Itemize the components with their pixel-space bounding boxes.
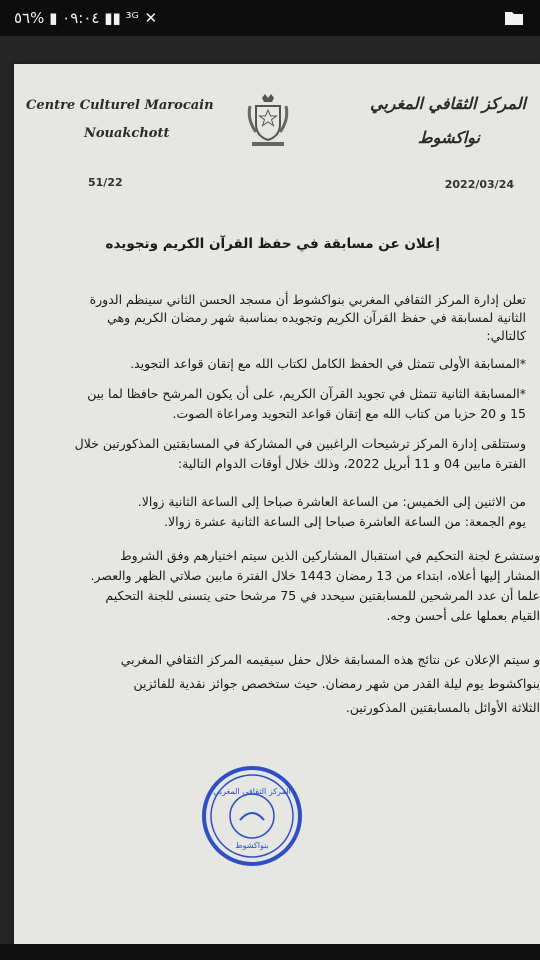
status-bar	[0, 0, 540, 36]
svg-text:بنواكشوط: بنواكشوط	[235, 841, 269, 850]
body-line-13: علما أن عدد المرشحين للمسابقتين سيحدد في 75 مرشحا حتى يتسنى للجنة التحكيم	[105, 588, 540, 603]
city-name-arabic: نواكشوط	[417, 128, 480, 147]
body-line-8: الفترة مابين 04 و 11 أبريل 2022، وذلك خلال أوقات الدوام التالية:	[177, 456, 526, 471]
body-line-6: 15 و 20 حزبا من كتاب الله مع إتقان قواعد التجويد ومراعاة الصوت.	[172, 406, 526, 421]
body-line-15: و سيتم الإعلان عن نتائج هذه المسابقة خلال حفل سيقيمه المركز الثقافي المغربي	[120, 652, 540, 667]
royal-emblem-icon	[246, 92, 290, 150]
official-stamp	[200, 764, 304, 868]
body-line-3: كالتالي:	[486, 328, 526, 343]
body-line-17: الثلاثة الأوائل بالمسابقتين المذكورتين.	[345, 700, 540, 715]
status-indicators: ٠٩:٠٤ ▮ %٥٦ ▮▮ ³ᴳ ✕	[14, 9, 158, 27]
body-line-10: يوم الجمعة: من الساعة العاشرة صباحا إلى الساعة الثانية عشرة زوالا.	[164, 514, 526, 529]
folder-icon[interactable]	[504, 10, 524, 26]
body-line-12: المشار إليها أعلاه، ابتداء من 13 رمضان 1443 خلال الفترة مابين صلاتي الظهر والعصر.	[90, 568, 540, 583]
navigation-bar	[0, 944, 540, 960]
body-line-7: وستتلقى إدارة المركز ترشيحات الراغبين في المشاركة في المسابقتين المذكورتين خلال	[74, 436, 526, 451]
city-name-french: Nouakchott	[84, 126, 170, 141]
body-line-2: الثانية لمسابقة في حفظ القرآن الكريم وتجويده بمناسبة شهر رمضان الكريم وهي	[107, 310, 526, 325]
org-name-arabic: المركز الثقافي المغربي	[370, 94, 526, 113]
document-page	[14, 64, 540, 944]
document-viewer[interactable]	[0, 36, 540, 960]
body-line-5: *المسابقة الثانية تتمثل في تجويد القرآن الكريم، على أن يكون المرشح حافظا لما بين	[87, 386, 526, 401]
body-line-14: القيام بعملها على أحسن وجه.	[386, 608, 540, 623]
body-line-16: بنواكشوط يوم ليلة القدر من شهر رمضان. حيث ستخصص جوائز نقدية للفائزين	[133, 676, 540, 691]
body-line-9: من الاثنين إلى الخميس: من الساعة العاشرة صباحا إلى الساعة الثانية زوالا.	[137, 494, 526, 509]
org-name-french: Centre Culturel Marocain	[26, 98, 214, 113]
body-line-11: وستشرع لجنة التحكيم في استقبال المشاركين الذين سيتم اختيارهم وفق الشروط	[120, 548, 540, 563]
document-title: إعلان عن مسابقة في حفظ القرآن الكريم وتجويده	[105, 236, 440, 252]
body-line-4: *المسابقة الأولى تتمثل في الحفظ الكامل لكتاب الله مع إتقان قواعد التجويد.	[130, 356, 526, 371]
document-date: 2022/03/24	[444, 178, 514, 191]
svg-text:المركز الثقافي المغربي: المركز الثقافي المغربي	[213, 787, 291, 796]
reference-number: 51/22	[88, 176, 123, 189]
body-line-1: تعلن إدارة المركز الثقافي المغربي بنواكشوط أن مسجد الحسن الثاني سينظم الدورة	[89, 292, 526, 307]
